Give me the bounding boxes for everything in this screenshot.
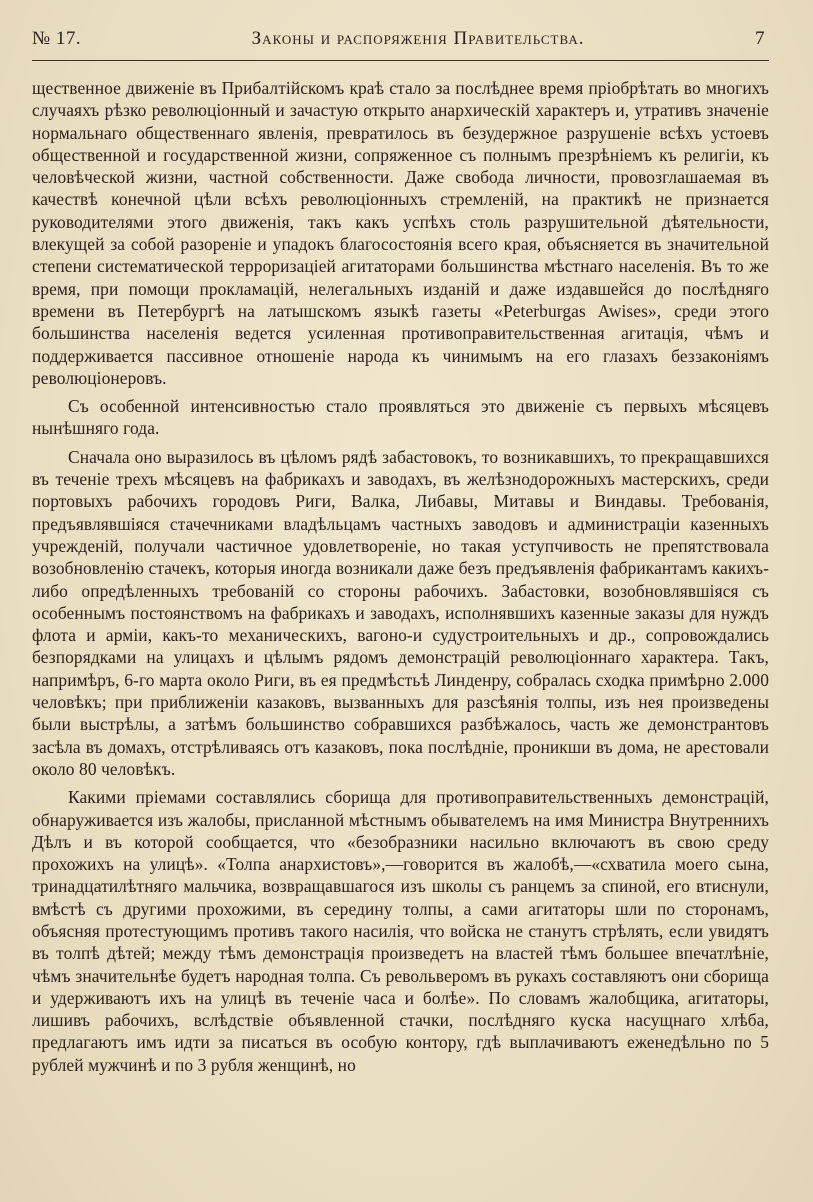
page-number: 7: [755, 28, 765, 49]
paragraph: Какими пріемами составлялись сборища для противоправительственныхъ демонстрацій, обнаруживается изъ жалобы, присланной мѣстнымъ обывателемъ на имя Министра Внутреннихъ Дѣлъ и въ которой сообщается, что «безобразники насильно включаютъ въ свою среду прохожихъ на улицѣ». «Толпа анархистовъ»,—говорится въ жалобѣ,—«схватила моего сына, тринадцатилѣтняго мальчика, возвращавшагося изъ школы съ ранцемъ за спиной, его втиснули, вмѣстѣ съ другими прохожими, въ середину толпы, а сами агитаторы шли по сторонамъ, объясняя протестующимъ противъ такого насилія, что войска не станутъ стрѣлять, если увидятъ въ толпѣ дѣтей; между тѣмъ демонстрація произведетъ на властей тѣмъ большее впечатлѣніе, чѣмъ значительнѣе будетъ народная толпа. Съ револьверомъ въ рукахъ составляютъ они сборища и удерживаютъ ихъ на улицѣ въ теченіе часа и болѣе». По словамъ жалобщика, агитаторы, лишивъ рабочихъ, вслѣдствіе объявленной стачки, послѣдняго куска насущнаго хлѣба, предлагаютъ имъ идти за писаться въ особую контору, гдѣ выплачиваютъ еженедѣльно по 5 рублей мужчинѣ и по 3 рубля женщинѣ, но: [32, 787, 769, 1075]
running-head: [32, 28, 769, 58]
header-rule: [32, 60, 769, 61]
section-title: Законы и распоряженія Правительства.: [251, 28, 585, 49]
paragraph: Сначала оно выразилось въ цѣломъ рядѣ забастовокъ, то возникавшихъ, то прекращавшихся въ теченіе трехъ мѣсяцевъ на фабрикахъ и заводахъ, въ желѣзнодорожныхъ мастерскихъ, среди портовыхъ рабочихъ городовъ Риги, Валка, Либавы, Митавы и Виндавы. Требованія, предъявлявшіяся стачечниками владѣльцамъ частныхъ заводовъ и администраціи казенныхъ учрежденій, получали частичное удовлетвореніе, но такая уступчивость не препятствовала возобновленію стачекъ, которыя иногда возникали даже безъ предъявленія фабрикантамъ какихъ-либо опредѣленныхъ требованій со стороны рабочихъ. Забастовки, возобновлявшіяся съ особеннымъ постоянствомъ на фабрикахъ и заводахъ, исполнявшихъ казенные заказы для нуждъ флота и арміи, какъ-то механическихъ, вагоно-и судустроительныхъ и др., сопровождались безпорядками на улицахъ и цѣлымъ рядомъ демонстрацій революціоннаго характера. Такъ, напримѣръ, 6-го марта около Риги, въ ея предмѣстьѣ Линденру, собралась сходка примѣрно 2.000 человѣкъ; при приближеніи казаковъ, вызванныхъ для разсѣянія толпы, изъ нея произведены были выстрѣлы, а затѣмъ большинство собравшихся разбѣжалось, часть же демонстрантовъ засѣла въ домахъ, отстрѣливаясь отъ казаковъ, пока послѣдніе, проникши въ дома, не арестовали около 80 человѣкъ.: [32, 446, 769, 779]
paragraph: щественное движеніе въ Прибалтійскомъ краѣ стало за послѣднее время пріобрѣтать во многихъ случаяхъ рѣзко революціонный и зачастую открыто анархическій характеръ и, утративъ значеніе нормальнаго общественнаго явленія, превратилось въ безудержное разрушеніе всѣхъ устоевъ общественной и государственной жизни, сопряженное съ полнымъ презрѣніемъ къ религіи, къ человѣческой жизни, частной собственности. Даже свобода личности, провозглашаемая въ качествѣ конечной цѣли всѣхъ революціонныхъ стремленій, на практикѣ не признается руководителями этого движенія, такъ какъ успѣхъ столь разрушительной дѣятельности, влекущей за собой разореніе и упадокъ благосостоянія всего края, объясняется въ значительной степени систематической терроризаціей агитаторами большинства мѣстнаго населенія. Въ то же время, при помощи прокламацій, нелегальныхъ изданій и даже издавшейся до послѣдняго времени въ Петербургѣ на латышскомъ языкѣ газеты «Peterburgas Awises», среди этого большинства населенія ведется усиленная противоправительственная агитація, чѣмъ и поддерживается пассивное отношеніе народа къ чинимымъ на его глазахъ беззаконіямъ революціонеровъ.: [32, 78, 769, 388]
body-text: [32, 77, 769, 1076]
paragraph: Съ особенной интенсивностью стало проявляться это движеніе съ первыхъ мѣсяцевъ нынѣшняго года.: [32, 396, 769, 439]
issue-number: № 17.: [32, 28, 82, 49]
